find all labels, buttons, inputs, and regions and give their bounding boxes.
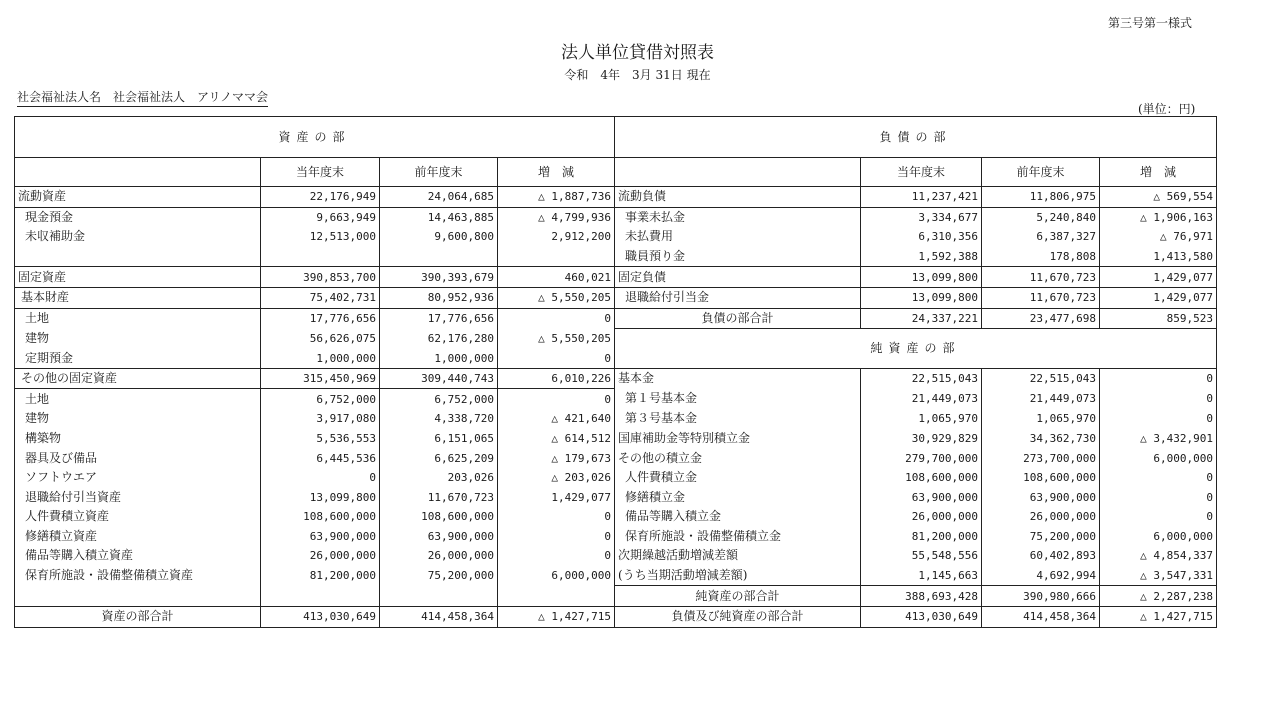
asset-name: 器具及び備品 <box>15 448 261 468</box>
asset-change: 6,000,000 <box>498 566 615 586</box>
asset-previous: 6,752,000 <box>380 389 498 409</box>
liability-previous: 11,806,975 <box>982 187 1100 208</box>
asset-change: 1,429,077 <box>498 487 615 507</box>
grand-total-previous: 414,458,364 <box>982 606 1100 627</box>
asset-name: 定期預金 <box>15 348 261 368</box>
table-row <box>15 468 1217 488</box>
net-asset-current: 26,000,000 <box>861 507 982 527</box>
asset-change: △ 203,026 <box>498 468 615 488</box>
asset-change: 6,010,226 <box>498 368 615 389</box>
asset-previous: 4,338,720 <box>380 409 498 429</box>
table-row <box>15 287 1217 308</box>
asset-name <box>15 247 261 267</box>
asset-name: 基本財産 <box>15 287 261 308</box>
asset-name: 退職給付引当資産 <box>15 487 261 507</box>
net-asset-change: 0 <box>1100 368 1217 389</box>
asset-current <box>261 247 380 267</box>
asset-current: 3,917,080 <box>261 409 380 429</box>
net-asset-name: 次期繰越活動増減差額 <box>615 546 861 566</box>
net-asset-current: 279,700,000 <box>861 448 982 468</box>
asset-previous: 24,064,685 <box>380 187 498 208</box>
liability-previous: 11,670,723 <box>982 287 1100 308</box>
net-asset-change: 6,000,000 <box>1100 448 1217 468</box>
asset-previous: 62,176,280 <box>380 329 498 349</box>
net-asset-previous: 21,449,073 <box>982 389 1100 409</box>
asset-name: その他の固定資産 <box>15 368 261 389</box>
net-asset-name: 保育所施設・設備整備積立金 <box>615 527 861 547</box>
net-asset-name: 国庫補助金等特別積立金 <box>615 429 861 449</box>
asset-change: 0 <box>498 546 615 566</box>
asset-current: 1,000,000 <box>261 348 380 368</box>
asset-name: ソフトウエア <box>15 468 261 488</box>
table-row <box>15 429 1217 449</box>
asset-change <box>498 586 615 607</box>
asset-change: 0 <box>498 348 615 368</box>
net-assets-section-title: 純資産の部 <box>615 329 1217 369</box>
col-current: 当年度末 <box>261 158 380 187</box>
grand-total-label: 負債及び純資産の部合計 <box>615 606 861 627</box>
asset-name: 未収補助金 <box>15 227 261 247</box>
net-asset-name: (うち当期活動増減差額) <box>615 566 861 586</box>
asset-current: 75,402,731 <box>261 287 380 308</box>
asset-current: 63,900,000 <box>261 527 380 547</box>
liability-name: 事業未払金 <box>615 207 861 227</box>
liability-change: △ 76,971 <box>1100 227 1217 247</box>
asset-change: △ 4,799,936 <box>498 207 615 227</box>
asset-name: 固定資産 <box>15 267 261 288</box>
net-asset-current: 22,515,043 <box>861 368 982 389</box>
table-row <box>15 448 1217 468</box>
asset-current: 6,752,000 <box>261 389 380 409</box>
table-row <box>15 207 1217 227</box>
unit-label: (単位：円) <box>1138 102 1196 116</box>
liability-change: 1,429,077 <box>1100 267 1217 288</box>
blank-header <box>615 158 861 187</box>
asset-previous: 390,393,679 <box>380 267 498 288</box>
corporation-name: 社会福祉法人名 社会福祉法人 アリノママ会 <box>17 88 268 107</box>
asset-change: △ 421,640 <box>498 409 615 429</box>
table-row <box>15 227 1217 247</box>
asset-previous: 1,000,000 <box>380 348 498 368</box>
net-asset-current: 55,548,556 <box>861 546 982 566</box>
asset-name: 人件費積立資産 <box>15 507 261 527</box>
asset-change: △ 1,887,736 <box>498 187 615 208</box>
col-current: 当年度末 <box>861 158 982 187</box>
net-asset-previous: 4,692,994 <box>982 566 1100 586</box>
net-assets-total-change: △ 2,287,238 <box>1100 586 1217 607</box>
net-asset-change: 0 <box>1100 409 1217 429</box>
asset-previous: 203,026 <box>380 468 498 488</box>
liability-name: 退職給付引当金 <box>615 287 861 308</box>
asset-change: 0 <box>498 527 615 547</box>
table-row <box>15 308 1217 329</box>
net-assets-total-previous: 390,980,666 <box>982 586 1100 607</box>
liability-previous: 5,240,840 <box>982 207 1100 227</box>
net-asset-change: 0 <box>1100 507 1217 527</box>
asset-previous: 309,440,743 <box>380 368 498 389</box>
blank-header <box>15 158 261 187</box>
net-asset-previous: 60,402,893 <box>982 546 1100 566</box>
asset-change: 0 <box>498 507 615 527</box>
net-assets-total-current: 388,693,428 <box>861 586 982 607</box>
net-asset-previous: 26,000,000 <box>982 507 1100 527</box>
assets-total-label: 資産の部合計 <box>15 606 261 627</box>
net-asset-current: 21,449,073 <box>861 389 982 409</box>
net-assets-total-label: 純資産の部合計 <box>615 586 861 607</box>
asset-previous: 6,625,209 <box>380 448 498 468</box>
table-row <box>15 389 1217 409</box>
table-row <box>15 566 1217 586</box>
liability-current: 11,237,421 <box>861 187 982 208</box>
net-asset-previous: 1,065,970 <box>982 409 1100 429</box>
net-asset-previous: 63,900,000 <box>982 487 1100 507</box>
col-previous: 前年度末 <box>380 158 498 187</box>
assets-section-title: 資産の部 <box>15 117 615 158</box>
col-previous: 前年度末 <box>982 158 1100 187</box>
liability-change: △ 569,554 <box>1100 187 1217 208</box>
asset-previous: 63,900,000 <box>380 527 498 547</box>
net-asset-name: 第３号基本金 <box>615 409 861 429</box>
asset-previous: 6,151,065 <box>380 429 498 449</box>
asset-current: 9,663,949 <box>261 207 380 227</box>
form-number: 第三号第一様式 <box>1108 16 1193 30</box>
asset-name: 土地 <box>15 308 261 329</box>
asset-previous: 108,600,000 <box>380 507 498 527</box>
asset-previous: 80,952,936 <box>380 287 498 308</box>
grand-total-change: △ 1,427,715 <box>1100 606 1217 627</box>
asset-current: 22,176,949 <box>261 187 380 208</box>
asset-previous: 17,776,656 <box>380 308 498 329</box>
net-asset-current: 30,929,829 <box>861 429 982 449</box>
liability-current: 13,099,800 <box>861 267 982 288</box>
net-asset-previous: 22,515,043 <box>982 368 1100 389</box>
liability-total-current: 24,337,221 <box>861 308 982 329</box>
asset-current: 17,776,656 <box>261 308 380 329</box>
net-asset-name: 人件費積立金 <box>615 468 861 488</box>
net-asset-current: 63,900,000 <box>861 487 982 507</box>
net-asset-name: 修繕積立金 <box>615 487 861 507</box>
asset-previous: 11,670,723 <box>380 487 498 507</box>
liability-change: 1,413,580 <box>1100 247 1217 267</box>
asset-change: 2,912,200 <box>498 227 615 247</box>
asset-current: 13,099,800 <box>261 487 380 507</box>
table-row <box>15 247 1217 267</box>
net-asset-change: 0 <box>1100 468 1217 488</box>
grand-total-current: 413,030,649 <box>861 606 982 627</box>
net-asset-name: 基本金 <box>615 368 861 389</box>
table-row <box>15 267 1217 288</box>
asset-previous: 9,600,800 <box>380 227 498 247</box>
liability-previous: 11,670,723 <box>982 267 1100 288</box>
table-row <box>15 187 1217 208</box>
asset-change: 0 <box>498 308 615 329</box>
net-asset-change: △ 3,547,331 <box>1100 566 1217 586</box>
assets-total-previous: 414,458,364 <box>380 606 498 627</box>
table-row <box>15 409 1217 429</box>
asset-current: 26,000,000 <box>261 546 380 566</box>
asset-name: 建物 <box>15 329 261 349</box>
liability-current: 3,334,677 <box>861 207 982 227</box>
liability-current: 13,099,800 <box>861 287 982 308</box>
asset-name: 保育所施設・設備整備積立資産 <box>15 566 261 586</box>
net-asset-change: 0 <box>1100 487 1217 507</box>
asset-name: 土地 <box>15 389 261 409</box>
liability-change: 1,429,077 <box>1100 287 1217 308</box>
net-asset-previous: 273,700,000 <box>982 448 1100 468</box>
net-asset-previous: 75,200,000 <box>982 527 1100 547</box>
liabilities-section-title: 負債の部 <box>615 117 1217 158</box>
asset-name: 修繕積立資産 <box>15 527 261 547</box>
asset-current: 56,626,075 <box>261 329 380 349</box>
net-asset-current: 108,600,000 <box>861 468 982 488</box>
net-asset-name: その他の積立金 <box>615 448 861 468</box>
asset-current: 0 <box>261 468 380 488</box>
asset-change: △ 5,550,205 <box>498 287 615 308</box>
net-asset-name: 備品等購入積立金 <box>615 507 861 527</box>
net-asset-current: 81,200,000 <box>861 527 982 547</box>
table-row <box>15 487 1217 507</box>
table-row <box>15 507 1217 527</box>
asset-previous: 14,463,885 <box>380 207 498 227</box>
assets-total-change: △ 1,427,715 <box>498 606 615 627</box>
col-change: 増 減 <box>1100 158 1217 187</box>
asset-previous: 75,200,000 <box>380 566 498 586</box>
liability-previous: 178,808 <box>982 247 1100 267</box>
asset-name <box>15 586 261 607</box>
net-asset-change: 6,000,000 <box>1100 527 1217 547</box>
asset-current: 6,445,536 <box>261 448 380 468</box>
net-asset-current: 1,065,970 <box>861 409 982 429</box>
document-date: 令和 4年 3月 31日 現在 <box>564 68 711 82</box>
net-asset-name: 第１号基本金 <box>615 389 861 409</box>
asset-change: 460,021 <box>498 267 615 288</box>
liability-name: 職員預り金 <box>615 247 861 267</box>
asset-change <box>498 247 615 267</box>
net-asset-current: 1,145,663 <box>861 566 982 586</box>
table-row <box>15 586 1217 607</box>
net-asset-previous: 34,362,730 <box>982 429 1100 449</box>
asset-current: 12,513,000 <box>261 227 380 247</box>
net-asset-previous: 108,600,000 <box>982 468 1100 488</box>
table-row <box>15 606 1217 627</box>
liability-name: 流動負債 <box>615 187 861 208</box>
asset-current: 390,853,700 <box>261 267 380 288</box>
asset-name: 流動資産 <box>15 187 261 208</box>
document-title: 法人単位貸借対照表 <box>561 43 714 63</box>
asset-change: △ 614,512 <box>498 429 615 449</box>
liability-total-change: 859,523 <box>1100 308 1217 329</box>
table-row <box>15 546 1217 566</box>
asset-change: 0 <box>498 389 615 409</box>
asset-current <box>261 586 380 607</box>
asset-previous <box>380 247 498 267</box>
balance-sheet-table <box>14 116 1217 628</box>
asset-current: 108,600,000 <box>261 507 380 527</box>
asset-current: 81,200,000 <box>261 566 380 586</box>
liability-change: △ 1,906,163 <box>1100 207 1217 227</box>
asset-change: △ 179,673 <box>498 448 615 468</box>
net-asset-change: △ 3,432,901 <box>1100 429 1217 449</box>
asset-name: 構築物 <box>15 429 261 449</box>
column-header-row <box>15 158 1217 187</box>
section-header-row <box>15 117 1217 158</box>
col-change: 増 減 <box>498 158 615 187</box>
asset-name: 備品等購入積立資産 <box>15 546 261 566</box>
asset-previous: 26,000,000 <box>380 546 498 566</box>
assets-total-current: 413,030,649 <box>261 606 380 627</box>
table-row <box>15 368 1217 389</box>
liability-current: 1,592,388 <box>861 247 982 267</box>
table-row <box>15 329 1217 349</box>
net-asset-change: 0 <box>1100 389 1217 409</box>
liability-total-previous: 23,477,698 <box>982 308 1100 329</box>
asset-name: 建物 <box>15 409 261 429</box>
liability-name: 固定負債 <box>615 267 861 288</box>
asset-current: 5,536,553 <box>261 429 380 449</box>
asset-change: △ 5,550,205 <box>498 329 615 349</box>
liability-name: 未払費用 <box>615 227 861 247</box>
asset-current: 315,450,969 <box>261 368 380 389</box>
asset-name: 現金預金 <box>15 207 261 227</box>
liability-previous: 6,387,327 <box>982 227 1100 247</box>
liability-total-label: 負債の部合計 <box>615 308 861 329</box>
asset-previous <box>380 586 498 607</box>
net-asset-change: △ 4,854,337 <box>1100 546 1217 566</box>
liability-current: 6,310,356 <box>861 227 982 247</box>
table-row <box>15 527 1217 547</box>
